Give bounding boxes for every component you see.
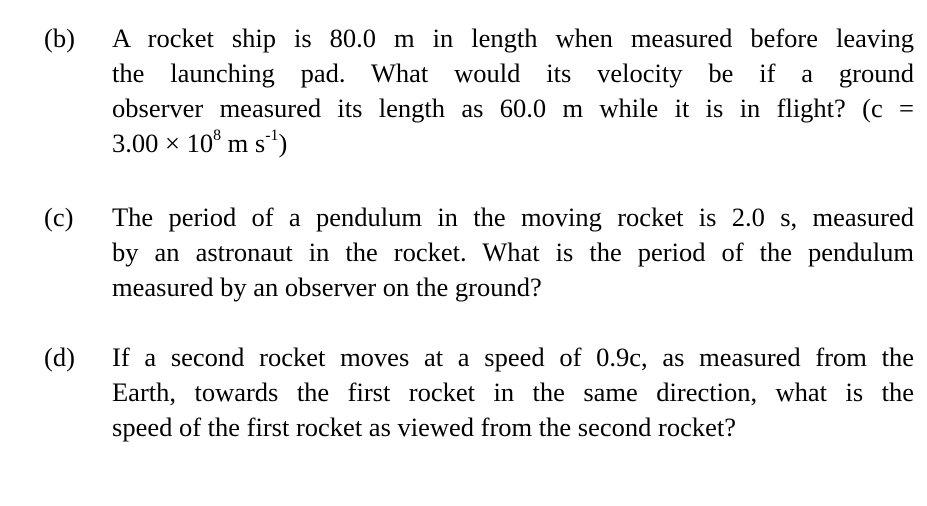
- question-b: [44, 21, 914, 161]
- text-line: A rocket ship is 80.0 m in length when measured before leaving: [112, 23, 914, 53]
- text-line: Earth, towards the first rocket in the same direction, what is the: [112, 377, 914, 407]
- formula-unit: m s: [221, 128, 266, 158]
- text-line: measured by an observer on the ground?: [112, 272, 542, 302]
- text-line-formula: [112, 126, 914, 161]
- question-text: [112, 340, 914, 445]
- text-line: the launching pad. What would its velocity be if a ground: [112, 58, 914, 88]
- text-line: The period of a pendulum in the moving rocket is 2.0 s, measured: [112, 202, 914, 232]
- question-text: [112, 21, 914, 161]
- question-text: [112, 200, 914, 305]
- question-label: (c): [44, 202, 74, 232]
- question-c: [44, 200, 914, 305]
- text-line: observer measured its length as 60.0 m while it is in flight? (c =: [112, 93, 914, 123]
- question-label: (d): [44, 342, 75, 372]
- formula-close-paren: ): [278, 128, 288, 158]
- text-line: speed of the first rocket as viewed from the second rocket?: [112, 412, 736, 442]
- text-line: If a second rocket moves at a speed of 0.9c, as measured from the: [112, 342, 914, 372]
- question-d: [44, 340, 914, 445]
- formula-exponent: 8: [213, 127, 222, 145]
- text-line: by an astronaut in the rocket. What is the period of the pendulum: [112, 237, 914, 267]
- question-label: (b): [44, 23, 75, 53]
- formula-coefficient: 3.00 × 10: [112, 128, 214, 158]
- formula-unit-exponent: -1: [265, 127, 279, 145]
